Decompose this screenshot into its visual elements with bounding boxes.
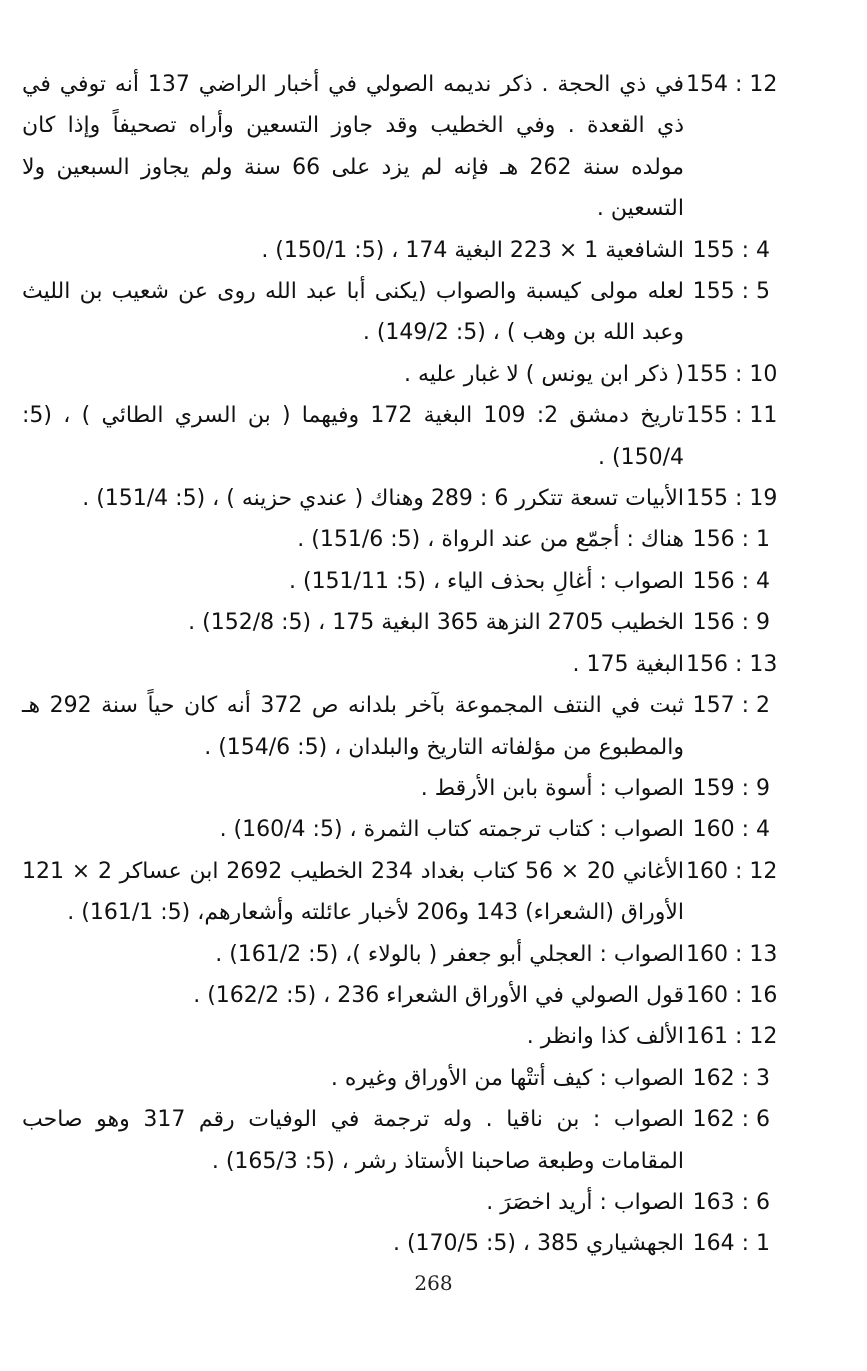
list-item — [22, 519, 770, 560]
page-line-reference: 157 : 2 — [692, 693, 770, 719]
entry-text: الصواب : بن ناقيا . وله ترجمة في الوفيات رقم 317 وهو صاحب المقامات وطبعة صاحبنا الأستاذ رشر ، (5: 165/3) . — [22, 1107, 684, 1174]
page-line-reference: 160 : 12 — [686, 858, 778, 884]
list-item — [22, 1016, 778, 1057]
list-item — [22, 230, 770, 271]
list-item — [22, 768, 770, 809]
list-item — [22, 809, 770, 850]
page-line-reference: 161 : 12 — [686, 1024, 778, 1050]
list-item — [22, 1099, 770, 1182]
page-line-reference: 160 : 4 — [692, 817, 770, 843]
entry-text: هناك : أجمّع من عند الرواة ، (5: 151/6) . — [297, 527, 684, 553]
list-item — [22, 602, 770, 643]
corrections-list — [22, 64, 778, 1265]
entry-text: البغية 175 . — [572, 651, 684, 677]
entry-text: تاريخ دمشق 2: 109 البغية 172 وفيهما ( بن السري الطائي ) ، (5: 150/4) . — [22, 403, 684, 470]
entry-text: الصواب : أسوة بابن الأرقط . — [420, 775, 684, 801]
list-item — [22, 561, 770, 602]
page-line-reference: 159 : 9 — [692, 775, 770, 801]
page-line-reference: 162 : 6 — [692, 1107, 770, 1133]
list-item — [22, 685, 770, 768]
entry-text: الصواب : أغالِ بحذف الياء ، (5: 151/11) . — [288, 568, 684, 594]
list-item — [22, 271, 770, 354]
list-item — [22, 1058, 770, 1099]
list-item — [22, 1182, 770, 1223]
page-line-reference: 164 : 1 — [692, 1231, 770, 1257]
page-line-reference: 155 : 19 — [686, 486, 778, 512]
page-number: 268 — [414, 1271, 453, 1295]
page-line-reference: 154 : 12 — [686, 72, 778, 97]
page-line-reference: 156 : 1 — [692, 527, 770, 553]
entry-text: الأغاني 20 × 56 كتاب بغداد 234 الخطيب 2692 ابن عساكر 2 × 121 الأوراق (الشعراء) 143 و206 لأخبار عائلته وأشعارهم، (5: 161/1) . — [22, 858, 685, 926]
entry-text: الأبيات تسعة تتكرر 6 : 289 وهناك ( عندي حزينه ) ، (5: 151/4) . — [82, 486, 684, 512]
entry-text: الألف كذا وانظر . — [526, 1024, 684, 1050]
entry-text: ( ذكر ابن يونس ) لا غبار عليه . — [403, 361, 684, 387]
list-item — [22, 395, 778, 478]
page-line-reference: 155 : 4 — [692, 237, 770, 263]
list-item — [22, 354, 778, 395]
entry-text: ثبت في النتف المجموعة بآخر بلدانه ص 372 أنه كان حياً سنة 292 هـ والمطبوع من مؤلفاته التاريخ والبلدان ، (5: 154/6) . — [22, 693, 685, 760]
list-item — [22, 644, 778, 685]
page-line-reference: 156 : 9 — [692, 610, 770, 636]
entry-text: الصواب : كتاب ترجمته كتاب الثمرة ، (5: 160/4) . — [219, 817, 684, 843]
list-item — [22, 64, 778, 230]
list-item — [22, 1223, 770, 1264]
page-line-reference: 155 : 5 — [692, 279, 770, 305]
entry-text: الشافعية 1 × 223 البغية 174 ، (5: 150/1) . — [261, 237, 684, 263]
list-item — [22, 851, 778, 934]
page-line-reference: 163 : 6 — [692, 1189, 770, 1215]
list-item — [22, 975, 778, 1016]
page-line-reference: 156 : 4 — [692, 568, 770, 594]
entry-text: لعله مولى كيسبة والصواب (يكنى أبا عبد الله روى عن شعيب بن الليث وعبد الله بن وهب ) ، (5: 149/2) . — [22, 279, 684, 346]
entry-text: الجهشياري 385 ، (5: 170/5) . — [392, 1231, 684, 1257]
entry-text: الصواب : العجلي أبو جعفر ( بالولاء )، (5: 161/2) . — [215, 941, 684, 967]
page-line-reference: 160 : 13 — [686, 941, 778, 967]
entry-text: الخطيب 2705 النزهة 365 البغية 175 ، (5: 152/8) . — [188, 610, 684, 636]
entry-text: الصواب : أريد اخصَرَ . — [486, 1189, 684, 1215]
list-item — [22, 934, 778, 975]
page-line-reference: 162 : 3 — [692, 1065, 770, 1091]
entry-text: قول الصولي في الأوراق الشعراء 236 ، (5: 162/2) . — [193, 982, 684, 1008]
list-item — [22, 478, 778, 519]
page-line-reference: 160 : 16 — [686, 982, 778, 1008]
page-line-reference: 155 : 10 — [686, 361, 778, 387]
entry-text: في ذي الحجة . ذكر نديمه الصولي في أخبار الراضي 137 أنه توفي في ذي القعدة . وفي الخطيب وقد جاوز التسعين وأراه تصحيفاً وإذا كان مولده سنة 262 هـ فإنه لم يزد على 66 سنة ولم يجاوز السبعين ولا التسعين . — [22, 72, 685, 222]
page-line-reference: 156 : 13 — [686, 651, 778, 677]
page-line-reference: 155 : 11 — [686, 403, 778, 429]
entry-text: الصواب : كيف أتتْها من الأوراق وغيره . — [330, 1065, 684, 1091]
